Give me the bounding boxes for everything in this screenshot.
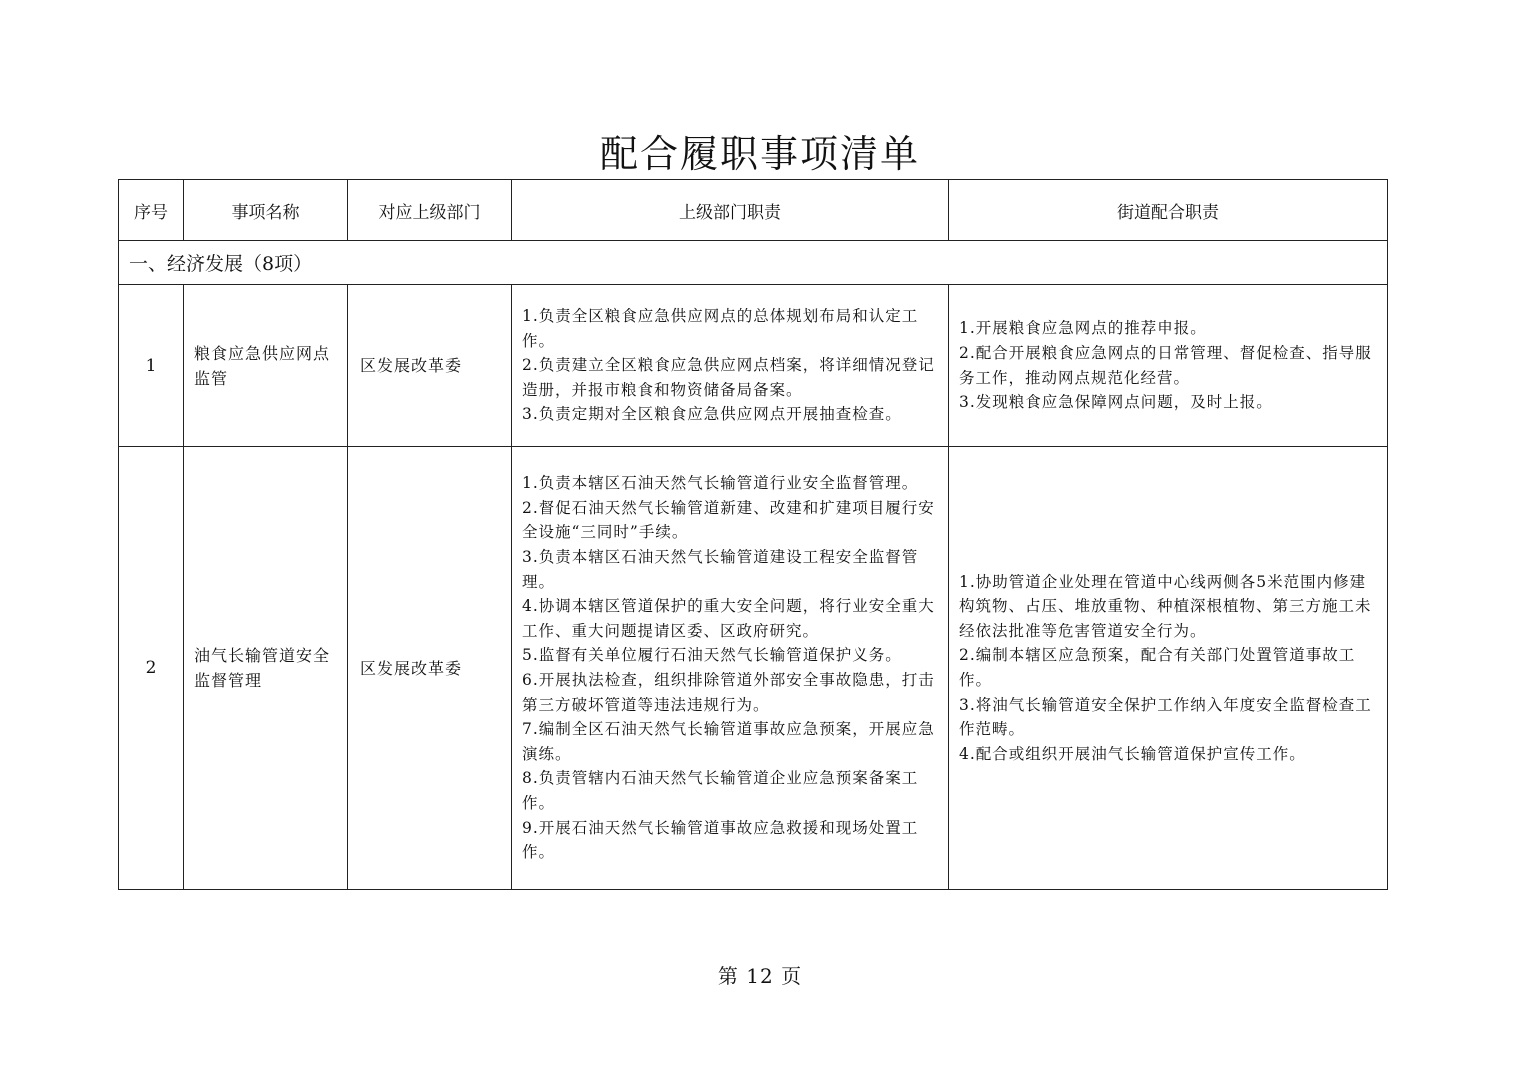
table-row — [119, 447, 1388, 890]
header-dept: 对应上级部门 — [348, 180, 512, 241]
page-number: 第 12 页 — [717, 964, 803, 988]
duty-item: 3.将油气长输管道安全保护工作纳入年度安全监督检查工作范畴。 — [959, 695, 1372, 739]
row-street-duty — [949, 447, 1388, 890]
table-row — [119, 285, 1388, 447]
duty-table — [118, 179, 1388, 890]
row-upper-duty — [512, 285, 949, 447]
duty-item: 2.配合开展粮食应急网点的日常管理、督促检查、指导服务工作，推动网点规范化经营。 — [959, 343, 1372, 387]
duty-item: 4.配合或组织开展油气长输管道保护宣传工作。 — [959, 744, 1306, 763]
duty-item: 2.负责建立全区粮食应急供应网点档案，将详细情况登记造册，并报市粮食和物资储备局备案。 — [522, 356, 935, 399]
row-no: 2 — [119, 447, 184, 890]
duty-item: 4.协调本辖区管道保护的重大安全问题，将行业安全重大工作、重大问题提请区委、区政府研究。 — [522, 597, 935, 640]
duty-item: 6.开展执法检查，组织排除管道外部安全事故隐患，打击第三方破坏管道等违法违规行为。 — [522, 671, 935, 714]
header-name: 事项名称 — [184, 180, 348, 241]
duty-item: 3.负责定期对全区粮食应急供应网点开展抽查检查。 — [522, 405, 902, 424]
header-upper-duty: 上级部门职责 — [512, 180, 949, 241]
section-title: 一、经济发展（8项） — [119, 241, 1388, 285]
row-no: 1 — [119, 285, 184, 447]
row-name: 油气长输管道安全监督管理 — [184, 447, 348, 890]
header-street-duty: 街道配合职责 — [949, 180, 1388, 241]
page-title: 配合履职事项清单 — [599, 132, 920, 176]
header-no: 序号 — [119, 180, 184, 241]
row-dept: 区发展改革委 — [348, 447, 512, 890]
duty-item: 3.负责本辖区石油天然气长输管道建设工程安全监督管理。 — [522, 548, 919, 591]
section-row — [119, 241, 1388, 285]
row-name: 粮食应急供应网点监管 — [184, 285, 348, 447]
table-header-row — [119, 180, 1388, 241]
duty-item: 2.督促石油天然气长输管道新建、改建和扩建项目履行安全设施“三同时”手续。 — [522, 498, 935, 542]
duty-item: 7.编制全区石油天然气长输管道事故应急预案，开展应急演练。 — [522, 720, 935, 763]
duty-item: 9.开展石油天然气长输管道事故应急救援和现场处置工作。 — [522, 818, 919, 862]
row-dept: 区发展改革委 — [348, 285, 512, 447]
duty-item: 1.负责全区粮食应急供应网点的总体规划布局和认定工作。 — [522, 307, 919, 350]
duty-item: 2.编制本辖区应急预案，配合有关部门处置管道事故工作。 — [959, 646, 1356, 689]
row-street-duty — [949, 285, 1388, 447]
row-upper-duty — [512, 447, 949, 890]
duty-item: 1.开展粮食应急网点的推荐申报。 — [959, 319, 1207, 338]
duty-item: 1.负责本辖区石油天然气长输管道行业安全监督管理。 — [522, 474, 919, 493]
duty-item: 5.监督有关单位履行石油天然气长输管道保护义务。 — [522, 646, 902, 665]
duty-item: 3.发现粮食应急保障网点问题，及时上报。 — [959, 393, 1273, 412]
duty-item: 1.协助管道企业处理在管道中心线两侧各5米范围内修建构筑物、占压、堆放重物、种植深根植物、第三方施工未经依法批准等危害管道安全行为。 — [959, 572, 1372, 640]
duty-item: 8.负责管辖内石油天然气长输管道企业应急预案备案工作。 — [522, 769, 919, 812]
